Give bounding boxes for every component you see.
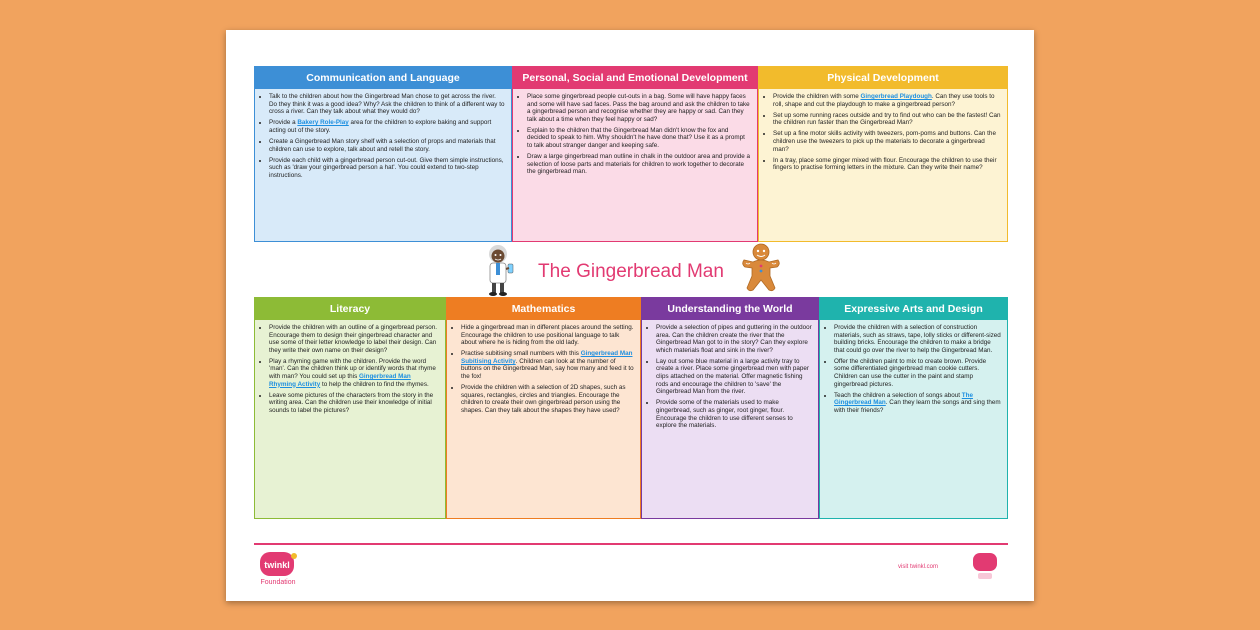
activity-item (269, 392, 439, 415)
activity-text: area for the children to explore baking and support acting out of the story. (269, 119, 492, 134)
panel-communication-language (254, 66, 512, 242)
logo-text: twinkl (264, 560, 290, 570)
activity-item (461, 384, 634, 414)
twinkl-small-logo-icon (970, 550, 1000, 582)
activity-text: Set up a fine motor skills activity with tweezers, pom-poms and buttons. Can the children use the tweezers to pick up the materials to decorate a gingerbread man? (773, 130, 996, 153)
activity-text: Draw a large gingerbread man outline in chalk in the outdoor area and provide a selection of loose parts and materials for children to work together to decorate the gingerbread man. (527, 153, 750, 176)
activity-item (269, 93, 505, 116)
activity-text: Teach the children a selection of songs about (834, 391, 962, 399)
panel-understanding-world (641, 297, 819, 519)
activity-text: Lay out some blue material in a large activity tray to create a river. Place some gingerbread men with paper clips attached on the material. Offer magnetic fishing rods and encourage the children to 'save' the Gingerbread Man from the river. (656, 357, 809, 396)
resource-link[interactable]: Bakery Role-Play (297, 119, 349, 127)
activity-list (759, 89, 1007, 172)
activity-text: Leave some pictures of the characters from the story in the writing area. Can the children use their knowledge of initial sounds to label the pictures? (269, 391, 434, 414)
activity-text: Play a rhyming game with the children. Provide the word 'man'. Can the children think up or identify words that rhyme with man? You could set up this (269, 357, 436, 381)
panel-header: Physical Development (759, 67, 1007, 89)
panel-mathematics (446, 297, 641, 519)
resource-link[interactable]: Gingerbread Man Subitising Activity (461, 350, 633, 365)
panel-header: Expressive Arts and Design (820, 298, 1007, 320)
activity-item (461, 324, 634, 347)
activity-list (642, 320, 818, 430)
activity-text: Provide a (269, 119, 298, 127)
activity-text: Provide the children with a selection of construction materials, such as straws, tape, lolly sticks or different-sized building bricks. Encourage the children to make a bridge that could go over the river to help the Gingerbread Man. (834, 324, 1001, 354)
panel-header: Literacy (255, 298, 445, 320)
resource-link[interactable]: Gingerbread Man Rhyming Activity (269, 373, 411, 388)
activity-text: Place some gingerbread people cut-outs in a bag. Some will have happy faces and some will have sad faces. Pass the bag around and ask the children to take a gingerbread person and recognise whether they are happy or sad. Can they talk about a time when they feel happy or sad? (527, 93, 750, 123)
activity-text: Provide the children with an outline of a gingerbread person. Encourage them to design their gingerbread character and use some of their letter knowledge to label their design. Can they write their own name on their design? (269, 324, 438, 354)
activity-text: Provide a selection of pipes and guttering in the outdoor area. Can the children create the river that the Gingerbread Man got to in the story? Can they explore which materials float and sink in the river? (656, 324, 812, 354)
twinkl-foundation-logo-icon[interactable] (254, 550, 302, 588)
activity-item (527, 93, 751, 123)
activity-item (269, 358, 439, 388)
activity-text: Explain to the children that the Gingerbread Man didn't know the fox and decided to speak to him. Why shouldn't he have done that? Use it as a prompt to talk about stranger danger and keeping safe. (527, 126, 745, 150)
scientist-character-icon (478, 244, 518, 298)
activity-text: . Can they learn the songs and sing them with their friends? (834, 399, 1001, 414)
activity-item (527, 153, 751, 176)
activity-item (773, 112, 1001, 127)
activity-item (656, 324, 812, 354)
activity-list (447, 320, 640, 415)
activity-text: Provide some of the materials used to make gingerbread, such as ginger, root ginger, flour. Encourage the children to use different senses to explore the materials. (656, 399, 793, 430)
activity-item (269, 324, 439, 354)
activity-text: Offer the children paint to mix to create brown. Provide some differentiated gingerbread man cookie cutters. Children can use the cutter in the paint and stamp gingerbread pictures. (834, 357, 987, 388)
logo-subtext: Foundation (260, 579, 296, 586)
panel-header: Mathematics (447, 298, 640, 320)
panel-header: Understanding the World (642, 298, 818, 320)
activity-text: Create a Gingerbread Man story shelf with a selection of props and materials that children can use to explore, talk about and retell the story. (269, 137, 496, 153)
resource-link[interactable]: The Gingerbread Man (834, 391, 973, 407)
panel-physical-development (758, 66, 1008, 242)
page-title: The Gingerbread Man (538, 261, 724, 282)
activity-item (773, 130, 1001, 153)
activity-item (656, 358, 812, 396)
footer-divider (254, 543, 1008, 545)
activity-text: Provide each child with a gingerbread person cut-out. Give them simple instructions, such as 'draw your gingerbread person a hat'. You could extend to two-step instructions. (269, 156, 504, 179)
panel-header: Communication and Language (255, 67, 511, 89)
panel-literacy (254, 297, 446, 519)
activity-item (834, 392, 1001, 415)
activity-text: . Children can look at the number of buttons on the Gingerbread Man, say how many and feed it to the fox! (461, 357, 634, 381)
activity-text: Practise subitising small numbers with this (461, 350, 581, 358)
activity-text: Provide the children with some (773, 93, 861, 100)
activity-text: Hide a gingerbread man in different places around the setting. Encourage the children to use positional language to talk about where he is hiding from the old lady. (461, 324, 634, 347)
activity-text: to help the children to find the rhymes. (320, 380, 429, 388)
activity-text: Set up some running races outside and try to find out who can be the fastest! Can the children run faster than the Gingerbread Man? (773, 111, 1001, 127)
activity-item (834, 358, 1001, 388)
panel-personal-social-emotional (512, 66, 758, 242)
activity-sheet (226, 30, 1034, 601)
activity-text: . Can they use tools to roll, shape and cut the playdough to make a gingerbread person? (773, 93, 995, 108)
activity-text: Provide the children with a selection of 2D shapes, such as squares, rectangles, circles and triangles. Encourage the children to create their own gingerbread person using the shapes. Can they talk about the shapes they have used? (461, 384, 626, 414)
footer-url[interactable]: visit twinkl.com (898, 564, 939, 570)
activity-item (656, 399, 812, 429)
resource-link[interactable]: Gingerbread Playdough (860, 93, 932, 100)
activity-item (269, 138, 505, 153)
activity-item (527, 127, 751, 150)
gingerbread-man-icon (740, 242, 782, 294)
activity-item (269, 157, 505, 180)
activity-list (255, 89, 511, 179)
activity-item (773, 157, 1001, 172)
activity-text: In a tray, place some ginger mixed with flour. Encourage the children to use their fingers to practise forming letters in the mixture. Can they write their name? (773, 156, 997, 172)
activity-item (773, 93, 1001, 108)
activity-item (834, 324, 1001, 354)
panel-expressive-arts-design (819, 297, 1008, 519)
activity-text: Talk to the children about how the Gingerbread Man chose to get across the river. Do they think it was a good idea? Why? Ask the children to think of a different way to cross a river. Can they talk about what they would do? (269, 93, 505, 116)
activity-item (461, 350, 634, 380)
activity-list (255, 320, 445, 415)
activity-item (269, 119, 505, 134)
activity-list (513, 89, 757, 176)
panel-header: Personal, Social and Emotional Development (513, 67, 757, 89)
activity-list (820, 320, 1007, 415)
